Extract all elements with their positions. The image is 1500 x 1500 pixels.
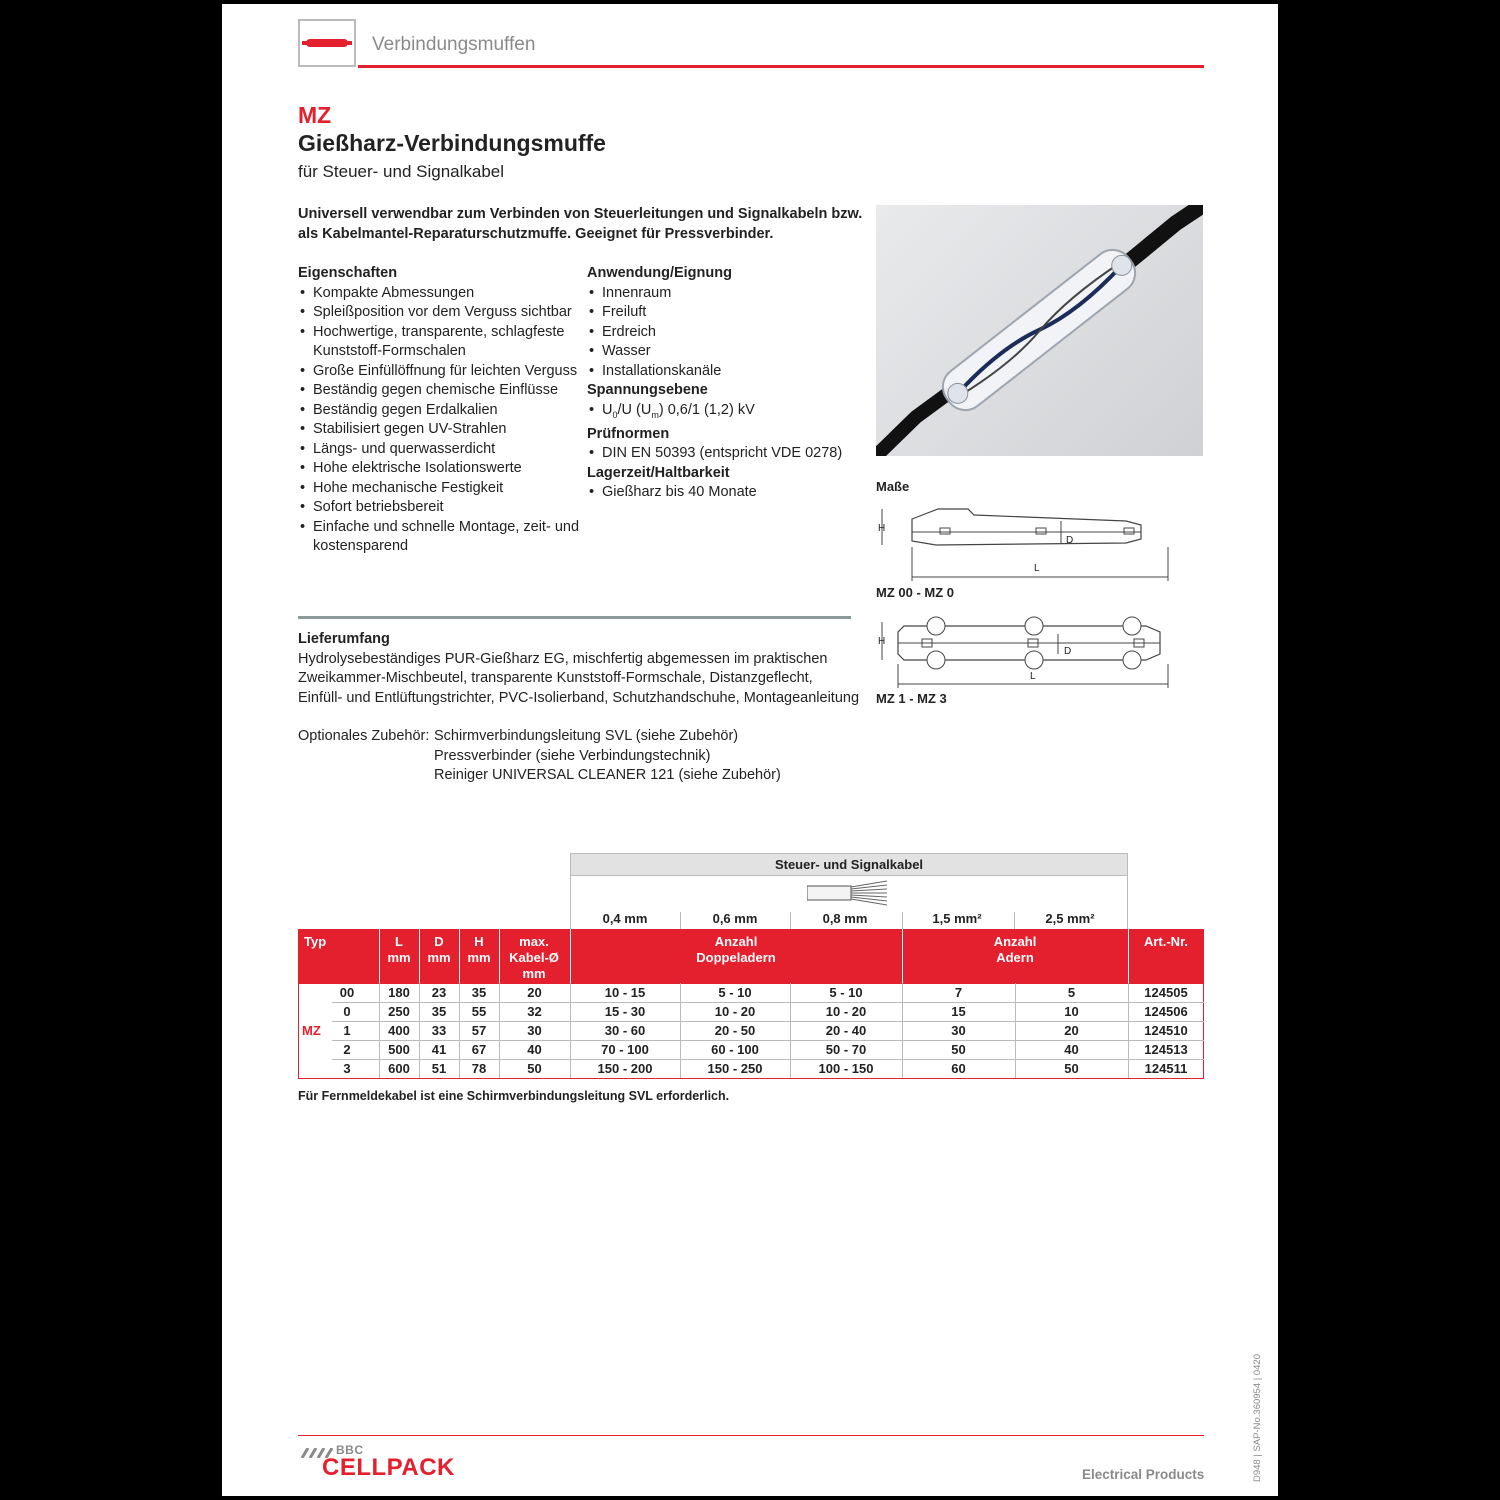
cell-g15: 30 (951, 1023, 966, 1038)
eigenschaft-item: • Beständig gegen chemische Einflüsse (298, 381, 583, 401)
lieferumfang-heading: Lieferumfang (298, 631, 390, 647)
cell-art: 124505 (1144, 985, 1188, 1000)
gauge-15: 1,5 mm² (932, 911, 982, 926)
column-separator (499, 983, 500, 1078)
optional-zubehoer (298, 727, 429, 747)
zubehoer-label: Optionales Zubehör: (298, 728, 430, 744)
th-typ: Typ (304, 934, 327, 949)
category-title: Verbindungsmuffen (372, 34, 536, 55)
cell-k: 50 (527, 1061, 542, 1076)
column-separator (1015, 983, 1016, 1078)
lager-heading: Lagerzeit/Haltbarkeit (587, 464, 730, 481)
footer-tagline: Electrical Products (1082, 1467, 1205, 1482)
cell-typ: 2 (343, 1042, 351, 1057)
column-separator (1128, 983, 1129, 1078)
product-photo (876, 205, 1203, 456)
pruef-heading: Prüfnormen (587, 425, 670, 442)
product-intro: Universell verwendbar zum Verbinden von Steuerleitungen und Signalkabeln bzw. als Kabelmantel-Reparaturschutzmuffe. Geeignet für Pressverbinder. (298, 206, 863, 242)
masse-heading: Maße (876, 479, 910, 494)
cell-g08: 10 - 20 (825, 1004, 867, 1019)
anwendung-item: • Freiluft (587, 303, 872, 323)
cell-d: 41 (431, 1042, 447, 1057)
gauge-sep (1014, 912, 1015, 929)
cell-h: 57 (471, 1023, 487, 1038)
th-d: D mm (427, 934, 451, 965)
cell-g15: 50 (951, 1042, 966, 1057)
cell-typ: 00 (339, 985, 355, 1000)
drawing-caption-1: MZ 00 - MZ 0 (876, 585, 955, 600)
drawing-caption-2: MZ 1 - MZ 3 (876, 691, 947, 706)
group-label-mz: MZ (302, 1023, 321, 1038)
datasheet-page (222, 4, 1278, 1496)
lieferumfang-section: Lieferumfang Hydrolysebeständiges PUR-Gießharz EG, mischfertig abgemessen im praktischen Zweikammer-Mischbeutel, transparente Kunststoff-Formschale, Distanzgeflecht, Einfüll- und Entlüftungstrichter, PVC-Isolierband, Schutzhandschuhe, Montageanleitung (298, 630, 868, 708)
cell-g06: 60 - 100 (711, 1042, 759, 1057)
pruef-item: • DIN EN 50393 (entspricht VDE 0278) (587, 444, 872, 464)
cell-d: 33 (431, 1023, 447, 1038)
cell-typ: 1 (343, 1023, 351, 1038)
cell-k: 30 (527, 1023, 542, 1038)
eigenschaft-item: • Längs- und querwasserdicht (298, 440, 583, 460)
column-separator (459, 983, 460, 1078)
column-separator (902, 983, 903, 1078)
cell-h: 55 (471, 1004, 487, 1019)
cell-g04: 15 - 30 (604, 1004, 646, 1019)
cell-l: 180 (388, 985, 410, 1000)
eigenschaft-item: • Große Einfüllöffnung für leichten Verguss (298, 362, 583, 382)
dimension-drawing-2 (876, 612, 1176, 697)
gauge-06: 0,6 mm (712, 911, 758, 926)
gauge-sep (790, 912, 791, 929)
cell-g04: 150 - 200 (597, 1061, 653, 1076)
cell-g15: 15 (951, 1004, 966, 1019)
header-rule (358, 65, 1204, 68)
cell-g06: 20 - 50 (714, 1023, 756, 1038)
cell-art: 124511 (1144, 1061, 1188, 1076)
cell-art: 124513 (1144, 1042, 1188, 1057)
anwendung-section (587, 264, 872, 503)
eigenschaft-item: • Beständig gegen Erdalkalien (298, 401, 583, 421)
cell-d: 51 (431, 1061, 447, 1076)
gauge-25: 2,5 mm² (1045, 911, 1095, 926)
cell-g04: 10 - 15 (604, 985, 646, 1000)
cell-g25: 50 (1064, 1061, 1079, 1076)
cell-d: 23 (431, 985, 447, 1000)
th-h: H mm (467, 934, 491, 965)
cell-l: 250 (388, 1004, 410, 1019)
eigenschaft-item: • Hohe elektrische Isolationswerte (298, 459, 583, 479)
cell-g25: 10 (1064, 1004, 1079, 1019)
anwendung-item: • Wasser (587, 342, 872, 362)
row-separator (332, 1021, 1204, 1022)
cell-g25: 40 (1064, 1042, 1079, 1057)
th-doppeladern: Anzahl Doppeladern (696, 934, 776, 965)
cell-typ: 3 (343, 1061, 351, 1076)
eigenschaft-item: • Hochwertige, transparente, schlagfeste Kunststoff-Formschalen (298, 323, 583, 362)
cell-k: 20 (527, 985, 542, 1000)
label-h-1: H (878, 523, 886, 534)
column-separator (790, 983, 791, 1078)
eigenschaften-heading: Eigenschaften (298, 265, 398, 281)
column-separator (680, 983, 681, 1078)
gauge-sep (902, 912, 903, 929)
cell-k: 40 (527, 1042, 542, 1057)
column-separator (419, 983, 420, 1078)
cell-g06: 150 - 250 (707, 1061, 763, 1076)
row-separator (332, 1002, 1204, 1003)
cell-art: 124506 (1144, 1004, 1188, 1019)
th-art: Art.-Nr. (1143, 934, 1189, 949)
cell-typ: 0 (343, 1004, 351, 1019)
th-adern: Anzahl Adern (993, 934, 1037, 965)
cell-g04: 30 - 60 (604, 1023, 646, 1038)
cell-g08: 100 - 150 (818, 1061, 874, 1076)
row-separator (332, 1040, 1204, 1041)
anwendung-item: • Installationskanäle (587, 362, 872, 382)
anwendung-list (587, 284, 872, 382)
product-title: Gießharz-Verbindungsmuffe (298, 130, 606, 156)
signal-heading: Steuer- und Signalkabel (570, 853, 1128, 876)
eigenschaft-item: • Kompakte Abmessungen (298, 284, 583, 304)
cell-g08: 5 - 10 (829, 985, 863, 1000)
label-h-2: H (878, 636, 886, 647)
cell-g25: 20 (1064, 1023, 1079, 1038)
eigenschaft-item: • Einfache und schnelle Montage, zeit- und kostensparend (298, 518, 583, 557)
gauge-08: 0,8 mm (822, 911, 868, 926)
gauge-sep (680, 912, 681, 929)
cell-l: 500 (388, 1042, 410, 1057)
eigenschaften-list (298, 284, 583, 557)
anwendung-heading: Anwendung/Eignung (587, 265, 732, 281)
brand-logo: CELLPACK (322, 1454, 455, 1481)
cell-d: 35 (431, 1004, 447, 1019)
cell-g15: 60 (951, 1061, 966, 1076)
anwendung-item: • Erdreich (587, 323, 872, 343)
table-footnote: Für Fernmeldekabel ist eine Schirmverbindungsleitung SVL erforderlich. (298, 1089, 730, 1103)
cell-l: 600 (388, 1061, 410, 1076)
column-separator (379, 983, 380, 1078)
eigenschaft-item: • Stabilisiert gegen UV-Strahlen (298, 420, 583, 440)
label-d-1: D (1066, 535, 1074, 546)
cell-g15: 7 (954, 985, 963, 1000)
product-subtitle: für Steuer- und Signalkabel (298, 162, 505, 181)
spannung-heading: Spannungsebene (587, 382, 708, 398)
label-l-1: L (1034, 563, 1040, 574)
cell-h: 78 (471, 1061, 487, 1076)
eigenschaft-item: • Spleißposition vor dem Verguss sichtbar (298, 303, 583, 323)
cell-h: 35 (471, 985, 487, 1000)
cell-g06: 5 - 10 (718, 985, 752, 1000)
cable-icon (807, 880, 889, 911)
cell-g04: 70 - 100 (601, 1042, 649, 1057)
cell-g25: 5 (1067, 985, 1076, 1000)
cell-l: 400 (388, 1023, 410, 1038)
cell-k: 32 (527, 1004, 542, 1019)
dimension-drawing-1 (876, 499, 1176, 590)
eigenschaften-section (298, 264, 583, 557)
section-divider (298, 616, 851, 619)
th-l: L mm (387, 934, 411, 965)
anwendung-item: • Innenraum (587, 284, 872, 304)
cell-g08: 20 - 40 (825, 1023, 867, 1038)
brand-small: BBC (336, 1443, 364, 1457)
cell-g06: 10 - 20 (714, 1004, 756, 1019)
zubehoer-list: Schirmverbindungsleitung SVL (siehe Zubehör) Pressverbinder (siehe Verbindungstechnik) Reiniger UNIVERSAL CLEANER 121 (siehe Zubehör) (434, 728, 781, 783)
product-code: MZ (298, 102, 332, 128)
footer-rule (298, 1435, 1204, 1436)
eigenschaft-item: • Sofort betriebsbereit (298, 498, 583, 518)
cell-art: 124510 (1144, 1023, 1188, 1038)
lager-item: • Gießharz bis 40 Monate (587, 483, 872, 503)
gauge-04: 0,4 mm (602, 911, 648, 926)
cell-g08: 50 - 70 (825, 1042, 867, 1057)
th-kabel: max. Kabel-Ø mm (509, 934, 559, 981)
cell-h: 67 (471, 1042, 487, 1057)
category-icon (298, 19, 356, 67)
eigenschaft-item: • Hohe mechanische Festigkeit (298, 479, 583, 499)
row-separator (332, 1059, 1204, 1060)
label-l-2: L (1030, 671, 1036, 682)
label-d-2: D (1064, 646, 1072, 657)
spannung-item: • $U_0/U$ $(U_m)$ 0,6/1 (1,2) kV (587, 401, 872, 425)
column-separator (570, 983, 571, 1078)
side-code: D948 | SAP-No.360954 | 0420 (1252, 1354, 1263, 1482)
